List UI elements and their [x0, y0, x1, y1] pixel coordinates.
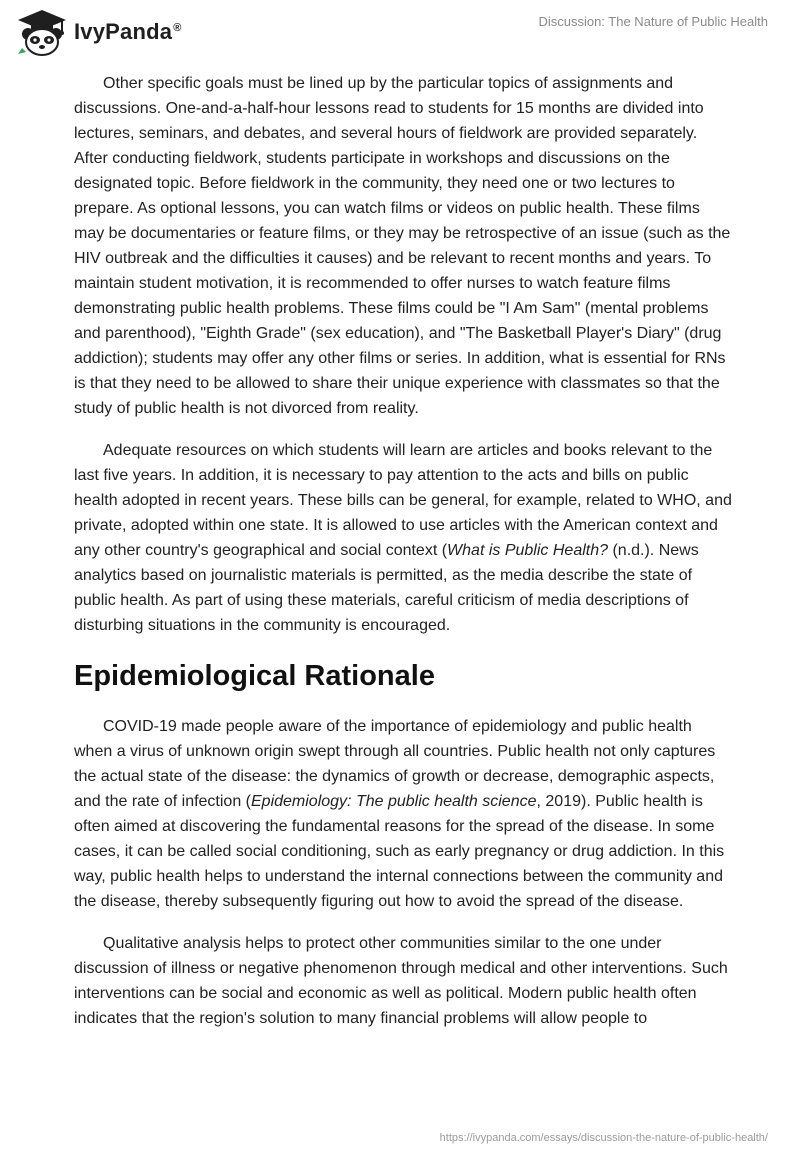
essay-body: [74, 71, 734, 1048]
paragraph: Qualitative analysis helps to protect other communities similar to the one under discussion of illness or negative phenomenon through medical and other interventions. Such interventions can be social and economic as well as political. Modern public health often indicates that the region's solution to many financial problems will allow people to: [74, 935, 728, 1027]
document-title: Discussion: The Nature of Public Health: [538, 14, 768, 29]
paragraph: Adequate resources on which students will learn are articles and books relevant to the last five years. In addition, it is necessary to pay attention to the acts and bills on public health adopted in recent years. These bills can be general, for example, related to WHO, and private, adopted within one state. It is allowed to use articles with the American context and any other country's geographical and social context (What is Public Health? (n.d.). News analytics based on journalistic materials is permitted, as the media describe the state of public health. As part of using these materials, careful criticism of media descriptions of disturbing situations in the community is encouraged.: [74, 442, 732, 634]
citation-title: Epidemiology: The public health science: [251, 793, 537, 810]
brand-name: IvyPanda®: [74, 19, 182, 44]
source-url[interactable]: https://ivypanda.com/essays/discussion-the-nature-of-public-health/: [439, 1132, 768, 1144]
paragraph: Other specific goals must be lined up by the particular topics of assignments and discussions. One-and-a-half-hour lessons read to students for 15 months are divided into lectures, seminars, and debates, and several hours of fieldwork are provided separately. After conducting fieldwork, students participate in workshops and discussions on the designated topic. Before fieldwork in the community, they need one or two lectures to prepare. As optional lessons, you can watch films or videos on public health. These films may be documentaries or feature films, or they may be retrospective of an issue (such as the HIV outbreak and the difficulties it causes) and be relevant to recent months and years. To maintain student motivation, it is recommended to offer nurses to watch feature films demonstrating public health problems. These films could be "I Am Sam" (mental problems and parenthood), "Eighth Grade" (sex education), and "The Basketball Player's Diary" (drug addiction); students may offer any other films or series. In addition, what is essential for RNs is that they need to be allowed to share their unique experience with classmates so that the study of public health is not divorced from reality.: [74, 75, 731, 417]
panda-graduation-cap-icon: [16, 8, 68, 56]
page-header: [0, 0, 800, 66]
paragraph: COVID-19 made people aware of the importance of epidemiology and public health when a virus of unknown origin swept through all countries. Public health not only captures the actual state of the disease: the dynamics of growth or decrease, demographic aspects, and the rate of infection (Epidemiology: The public health science, 2019). Public health is often aimed at discovering the fundamental reasons for the spread of the disease. In some cases, it can be called social conditioning, such as early pregnancy or drug addiction. In this way, public health helps to understand the internal connections between the community and the disease, thereby subsequently figuring out how to avoid the spread of the disease.: [74, 718, 725, 910]
section-heading: Epidemiological Rationale: [74, 660, 435, 692]
citation-title: What is Public Health?: [447, 542, 609, 559]
brand-logo[interactable]: [16, 8, 182, 56]
